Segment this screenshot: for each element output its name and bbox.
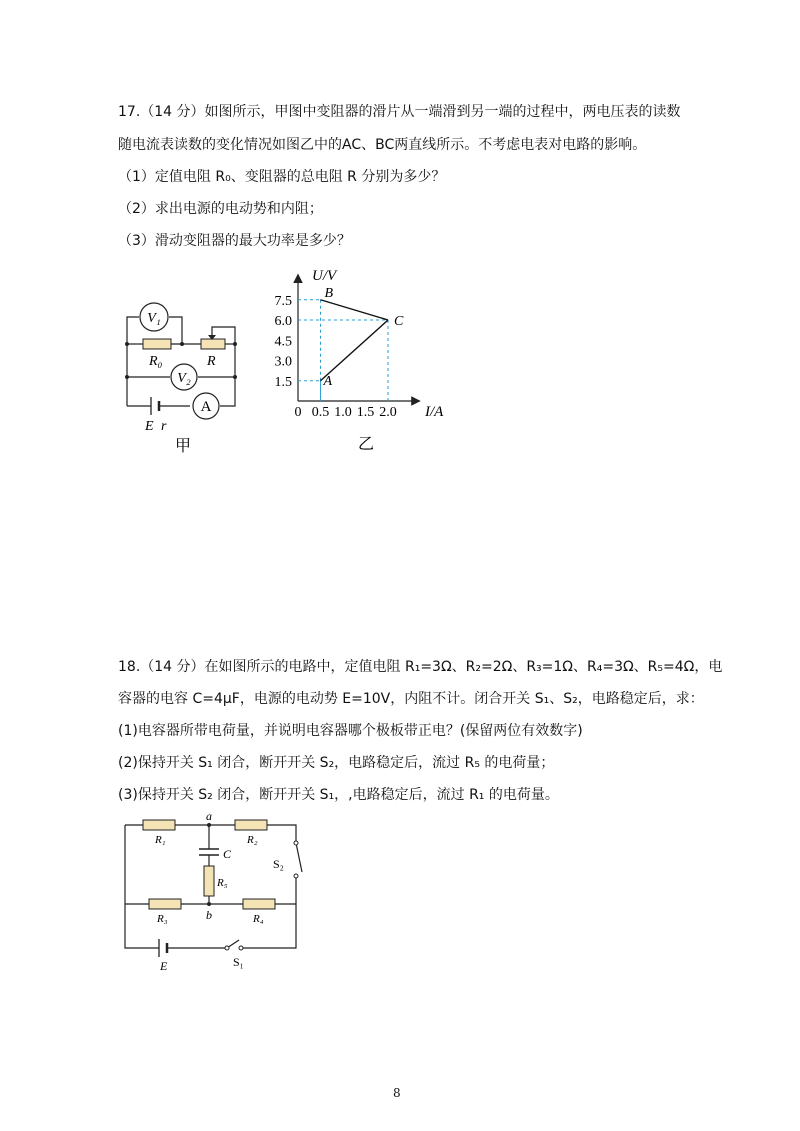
x-tick-label: 2.0 (379, 405, 397, 420)
q18-line1: 18.（14 分）在如图所示的电路中，定值电阻 R₁=3Ω、R₂=2Ω、R₃=1Ω、R₄=3Ω、R₅=4Ω，电 (118, 659, 723, 675)
caption-jia: 甲 (174, 436, 192, 455)
graph-yi (260, 255, 460, 460)
y-axis-label: U/V (312, 268, 337, 284)
q17-sub2: （2）求出电源的电动势和内阻； (118, 201, 323, 217)
point-B-label: B (324, 285, 334, 301)
R-label: R (207, 354, 216, 369)
page-number: 8 (393, 1086, 401, 1100)
q18-sub1: (1)电容器所带电荷量，并说明电容器哪个极板带正电？(保留两位有效数字) (118, 723, 583, 739)
R5-label: R₅ (217, 877, 228, 889)
R2-label: R₂ (247, 834, 258, 846)
q17-sub3: （3）滑动变阻器的最大功率是多少？ (118, 233, 351, 249)
circuit-q18 (115, 808, 315, 978)
y-tick-label: 1.5 (274, 374, 292, 390)
x-axis-label: I/A (425, 404, 444, 420)
line-BC (321, 300, 389, 320)
circuit-jia (115, 295, 255, 460)
q17-sub1: （1）定值电阻 R₀、变阻器的总电阻 R 分别为多少？ (118, 169, 446, 185)
x-tick-label: 1.5 (356, 405, 375, 420)
origin-label: 0 (294, 405, 302, 420)
R0-label: R₀ (149, 354, 163, 369)
point-A-label: A (323, 373, 333, 389)
y-tick-label: 7.5 (274, 293, 292, 309)
q18-line2: 容器的电容 C=4μF，电源的电动势 E=10V，内阻不计。闭合开关 S₁、S₂，电路稳定后，求： (118, 691, 704, 707)
V2-label: V₂ (177, 371, 191, 386)
E-source-label: E (160, 959, 168, 973)
y-tick-label: 6.0 (274, 314, 292, 329)
q18-sub3: (3)保持开关 S₂ 闭合，断开开关 S₁，,电路稳定后，流过 R₁ 的电荷量。 (118, 787, 559, 803)
x-tick-label: 0.5 (311, 405, 330, 420)
S2-label: S₂ (273, 857, 284, 871)
q17-line2: 随电流表读数的变化情况如图乙中的AC、BC两直线所示。不考虑电表对电路的影响。 (118, 137, 647, 153)
b-label: b (206, 908, 212, 922)
R1-label: R₁ (155, 834, 166, 846)
V1-label: V₁ (147, 311, 161, 326)
R3-label: R₃ (157, 913, 168, 925)
y-tick-label: 3.0 (274, 354, 292, 370)
A-meter-label: A (200, 399, 212, 415)
point-C-label: C (394, 314, 404, 329)
E-label: E (145, 419, 154, 434)
q18-sub2: (2)保持开关 S₁ 闭合，断开开关 S₂，电路稳定后，流过 R₅ 的电荷量； (118, 755, 555, 771)
x-tick-label: 1.0 (334, 405, 352, 420)
y-tick-label: 4.5 (274, 334, 292, 350)
a-label: a (206, 809, 212, 823)
q17-line1: 17.（14 分）如图所示，甲图中变阻器的滑片从一端滑到另一端的过程中，两电压表的读数 (118, 104, 681, 120)
S1-label: S₁ (233, 955, 244, 969)
caption-yi: 乙 (357, 434, 375, 453)
R4-label: R₄ (253, 913, 264, 925)
C-label: C (223, 847, 232, 861)
r-label: r (161, 419, 167, 434)
line-AC (321, 320, 389, 381)
